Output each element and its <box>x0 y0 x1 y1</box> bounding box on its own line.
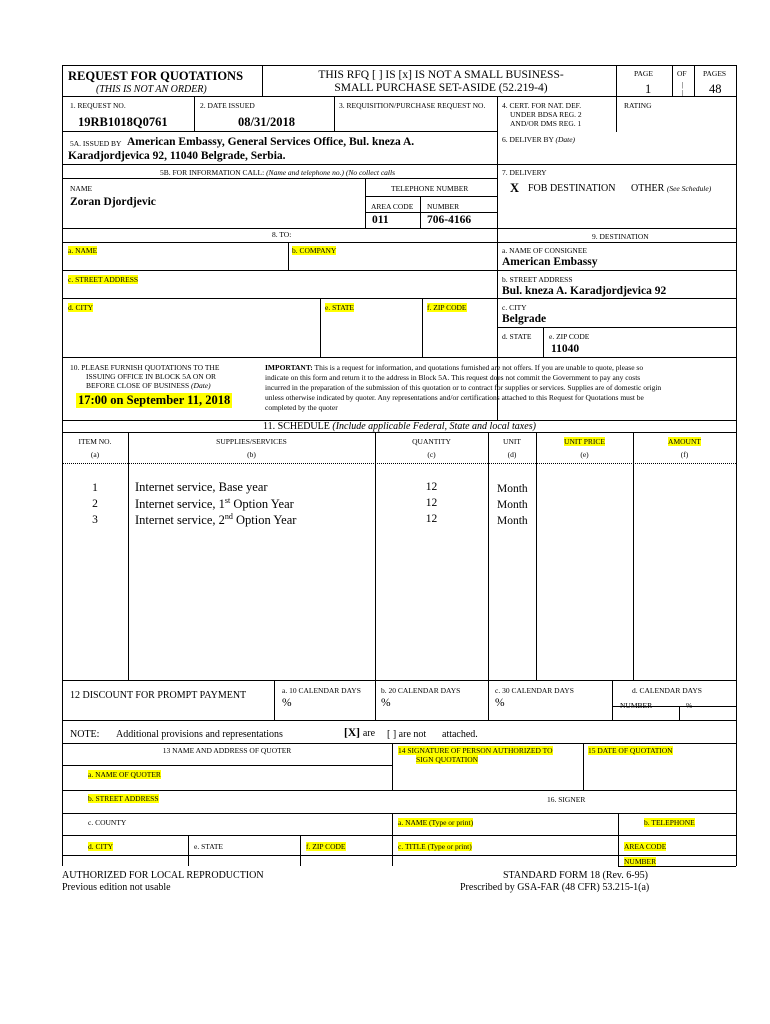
rule <box>488 680 489 720</box>
pages-label: PAGES <box>703 69 727 78</box>
note-label: NOTE: <box>70 729 100 740</box>
rule <box>420 196 421 228</box>
rule <box>618 813 619 866</box>
table-row-item: 3 <box>92 514 98 526</box>
table-row-desc: Internet service, 2nd Option Year <box>135 512 297 528</box>
quoter-county-label: c. COUNTY <box>88 818 127 827</box>
table-row-qty: 12 <box>425 497 438 509</box>
deliver-by-label: 6. DELIVER BY (Date) <box>502 135 576 144</box>
col-sub-unit-price: (e) <box>580 450 589 459</box>
page-number: 1 <box>645 82 652 96</box>
rule <box>616 65 617 132</box>
rule <box>62 242 736 243</box>
rule <box>672 65 673 97</box>
rule <box>62 270 736 271</box>
quoter-city-field[interactable]: d. CITY <box>88 842 113 851</box>
discount-20-days: b. 20 CALENDAR DAYS <box>381 686 461 695</box>
important-notice: unless otherwise indicated by quoter. Any representations and/or certifications attached to this Request for Quotations must be <box>265 393 644 402</box>
destination-zip-label: e. ZIP CODE <box>549 332 590 341</box>
col-sub-amount: (f) <box>680 450 689 459</box>
destination-label: 9. DESTINATION <box>592 232 649 241</box>
note-are-checkbox[interactable]: [X] are <box>344 727 376 739</box>
rating-label: RATING <box>624 101 652 110</box>
col-header-supplies: SUPPLIES/SERVICES <box>216 437 287 446</box>
of-divider: | <box>682 80 684 89</box>
destination-state-label: d. STATE <box>502 332 532 341</box>
delivery-label: 7. DELIVERY <box>502 168 547 177</box>
discount-30-days: c. 30 CALENDAR DAYS <box>495 686 574 695</box>
pages-total: 48 <box>709 82 722 96</box>
of-label: OF <box>677 69 687 78</box>
rule <box>536 432 537 680</box>
table-row-unit: Month <box>497 515 528 527</box>
rule <box>62 178 498 179</box>
rule <box>62 743 736 744</box>
col-sub-supplies: (b) <box>247 450 256 459</box>
footer-authorized: AUTHORIZED FOR LOCAL REPRODUCTION <box>62 870 264 881</box>
rule <box>543 327 544 357</box>
signature-label[interactable]: 14 SIGNATURE OF PERSON AUTHORIZED TO <box>398 746 553 755</box>
rule <box>300 835 301 866</box>
rule <box>194 96 195 132</box>
col-header-unit: UNIT <box>503 437 521 446</box>
destination-street-label: b. STREET ADDRESS <box>502 275 573 284</box>
signer-telephone-field[interactable]: b. TELEPHONE <box>644 818 695 827</box>
col-sub-quantity: (c) <box>427 450 436 459</box>
rule <box>497 327 736 328</box>
rule <box>62 835 736 836</box>
signer-name-field[interactable]: a. NAME (Type or print) <box>398 818 474 827</box>
rule <box>62 680 736 681</box>
rule <box>274 680 275 720</box>
rule <box>375 432 376 680</box>
furnish-label: BEFORE CLOSE OF BUSINESS (Date) <box>86 381 211 390</box>
rule <box>188 835 189 866</box>
signer-title-field[interactable]: c. TITLE (Type or print) <box>398 842 472 851</box>
table-row-item: 1 <box>92 482 98 494</box>
date-issued: 08/31/2018 <box>238 115 295 129</box>
rule <box>62 463 736 464</box>
rule <box>422 298 423 357</box>
signer-label: 16. SIGNER <box>547 795 586 804</box>
rfq-setaside-line2: SMALL PURCHASE SET-ASIDE (52.219-4) <box>334 82 548 94</box>
discount-calendar-days: d. CALENDAR DAYS <box>632 686 702 695</box>
rule <box>392 813 393 866</box>
furnish-label: 10. PLEASE FURNISH QUOTATIONS TO THE <box>70 363 220 372</box>
table-row-qty: 12 <box>425 481 438 493</box>
rule <box>320 298 321 357</box>
rule <box>375 680 376 720</box>
rule <box>365 178 366 228</box>
signature-label[interactable]: SIGN QUOTATION <box>416 755 479 764</box>
delivery-other: OTHER (See Schedule) <box>631 183 712 194</box>
date-issued-label: 2. DATE ISSUED <box>200 101 255 110</box>
rule <box>334 96 335 132</box>
col-sub-unit: (d) <box>507 450 517 459</box>
col-header-quantity: QUANTITY <box>412 437 451 446</box>
discount-label: 12 DISCOUNT FOR PROMPT PAYMENT <box>70 690 247 701</box>
date-of-quotation-field[interactable]: 15 DATE OF QUOTATION <box>588 746 673 755</box>
quoter-state-label: e. STATE <box>194 842 223 851</box>
destination-street: Bul. kneza A. Karadjordjevica 92 <box>502 285 667 297</box>
discount-20-percent[interactable]: % <box>381 697 391 709</box>
name-label: NAME <box>70 184 93 193</box>
col-header-amount: AMOUNT <box>668 437 701 446</box>
to-city-field[interactable]: d. CITY <box>68 303 93 312</box>
fob-destination: FOB DESTINATION <box>528 183 616 194</box>
issued-by-line2: Karadjordjevica 92, 11040 Belgrade, Serbia. <box>68 150 286 162</box>
fob-checkbox-mark[interactable]: X <box>510 181 520 195</box>
col-header-item: ITEM NO. <box>78 437 112 446</box>
rule <box>62 96 736 97</box>
destination-zip: 11040 <box>551 343 580 355</box>
number-field[interactable]: NUMBER <box>624 857 657 866</box>
to-street-field[interactable]: c. STREET ADDRESS <box>68 275 139 284</box>
consignee-label: a. NAME OF CONSIGNEE <box>502 246 587 255</box>
table-row-item: 2 <box>92 498 98 510</box>
rule <box>612 680 613 720</box>
quotation-deadline: 17:00 on September 11, 2018 <box>78 393 231 407</box>
to-name-field[interactable]: a. NAME <box>68 246 98 255</box>
contact-name: Zoran Djordjevic <box>70 196 156 208</box>
area-code-label: AREA CODE <box>371 202 414 211</box>
quoter-street-field[interactable]: b. STREET ADDRESS <box>88 794 159 803</box>
destination-city: Belgrade <box>502 313 547 325</box>
rule <box>62 720 736 721</box>
name-of-quoter-field[interactable]: a. NAME OF QUOTER <box>88 770 161 779</box>
rule <box>633 432 634 680</box>
discount-10-percent[interactable]: % <box>282 697 292 709</box>
discount-10-days: a. 10 CALENDAR DAYS <box>282 686 361 695</box>
issued-by-line1: American Embassy, General Services Office, Bul. kneza A. <box>127 136 415 148</box>
table-row-unit: Month <box>497 483 528 495</box>
rule <box>365 196 498 197</box>
to-zip-field[interactable]: f. ZIP CODE <box>427 303 467 312</box>
of-divider: | <box>682 88 684 97</box>
table-row-qty: 12 <box>425 513 438 525</box>
important-notice: incurred in the preparation of the submission of this quotation or to contract for supplies or services. Supplies are of domestic origin <box>265 383 662 392</box>
rule <box>618 866 736 867</box>
note-text: Additional provisions and representations <box>116 729 283 740</box>
form-title: REQUEST FOR QUOTATIONS <box>68 69 244 83</box>
rule <box>62 432 736 433</box>
important-notice: indicate on this form and return it to the address in Block 5A. This request does not commit the Government to pay any costs <box>265 373 641 382</box>
page-label: PAGE <box>634 69 653 78</box>
rule <box>62 65 736 66</box>
rule <box>62 357 736 358</box>
destination-city-label: c. CITY <box>502 303 527 312</box>
rule <box>128 432 129 680</box>
cert-label: UNDER BDSA REG. 2 <box>510 110 582 119</box>
rule <box>497 96 498 242</box>
cert-label: AND/OR DMS REG. 1 <box>510 119 582 128</box>
to-label: 8. TO: <box>272 230 292 239</box>
area-code-field[interactable]: AREA CODE <box>624 842 667 851</box>
info-call-label: 5B. FOR INFORMATION CALL: (Name and telephone no.) (No collect calls <box>160 168 395 177</box>
footer-standard-form: STANDARD FORM 18 (Rev. 6-95) <box>503 870 648 881</box>
rule <box>679 706 680 720</box>
rule <box>62 790 736 791</box>
to-state-field[interactable]: e. STATE <box>325 303 354 312</box>
phone-number: 706-4166 <box>427 214 472 226</box>
rule <box>694 65 695 97</box>
quoter-label: 13 NAME AND ADDRESS OF QUOTER <box>162 746 292 755</box>
table-row-desc: Internet service, 1st Option Year <box>135 496 294 512</box>
rule <box>62 813 736 814</box>
issued-by-label: 5A. ISSUED BY <box>70 139 122 148</box>
note-are-not-checkbox[interactable]: [ ] are not <box>387 729 427 740</box>
cert-label: 4. CERT. FOR NAT. DEF. <box>502 101 582 110</box>
important-notice: completed by the quoter <box>265 403 338 412</box>
rule <box>62 298 736 299</box>
rule <box>488 432 489 680</box>
schedule-title: 11. SCHEDULE (Include applicable Federal, State and local taxes) <box>263 421 536 432</box>
important-notice: IMPORTANT: This is a request for information, and quotations furnished are not offers. If you are unable to quote, please so <box>265 363 644 372</box>
discount-number-label[interactable]: NUMBER <box>620 701 653 710</box>
consignee-name: American Embassy <box>502 256 598 268</box>
request-no-label: 1. REQUEST NO. <box>70 101 126 110</box>
area-code: 011 <box>372 214 389 226</box>
rule <box>365 212 498 213</box>
discount-30-percent[interactable]: % <box>495 697 505 709</box>
rule <box>736 65 737 866</box>
rule <box>392 743 393 790</box>
rule <box>62 164 736 165</box>
rule <box>262 65 263 97</box>
col-sub-item: (a) <box>90 450 100 459</box>
number-label: NUMBER <box>427 202 460 211</box>
rule <box>62 228 736 229</box>
to-company-field[interactable]: b. COMPANY <box>292 246 337 255</box>
footer-previous-edition: Previous edition not usable <box>62 882 171 893</box>
rule <box>62 131 498 132</box>
rule <box>288 242 289 270</box>
furnish-label: ISSUING OFFICE IN BLOCK 5A ON OR <box>86 372 217 381</box>
col-header-unit-price: UNIT PRICE <box>564 437 605 446</box>
table-row-desc: Internet service, Base year <box>135 480 268 494</box>
quoter-zip-field[interactable]: f. ZIP CODE <box>306 842 346 851</box>
table-row-unit: Month <box>497 499 528 511</box>
requisition-label: 3. REQUISITION/PURCHASE REQUEST NO. <box>339 101 486 110</box>
form-subtitle: (THIS IS NOT AN ORDER) <box>96 84 207 95</box>
footer-prescribed-by: Prescribed by GSA-FAR (48 CFR) 53.215-1(a) <box>460 882 650 893</box>
rule <box>62 855 736 856</box>
note-attached: attached. <box>442 729 478 740</box>
rfq-setaside-line1: THIS RFQ [ ] IS [x] IS NOT A SMALL BUSINESS- <box>318 69 564 81</box>
request-no: 19RB1018Q0761 <box>78 115 168 129</box>
rule <box>583 743 584 790</box>
discount-days-percent[interactable]: % <box>686 701 693 710</box>
telephone-label: TELEPHONE NUMBER <box>391 184 469 193</box>
rule <box>62 765 392 766</box>
